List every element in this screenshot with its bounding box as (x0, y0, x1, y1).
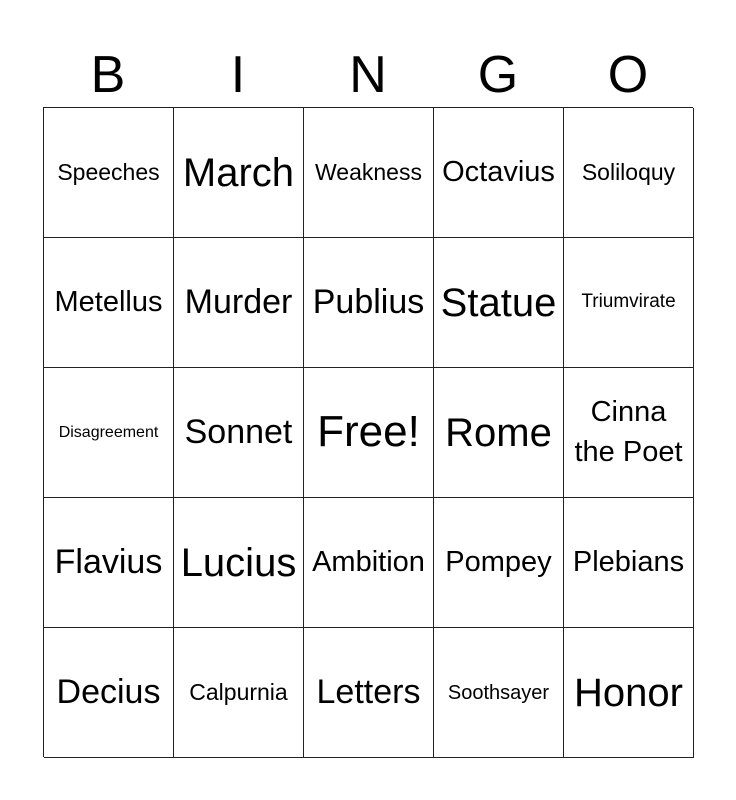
bingo-cell[interactable]: Murder (174, 238, 304, 368)
bingo-cell[interactable]: Sonnet (174, 368, 304, 498)
bingo-cell[interactable]: Pompey (434, 498, 564, 628)
bingo-cell[interactable]: Calpurnia (174, 628, 304, 758)
bingo-cell[interactable]: Cinna the Poet (564, 368, 694, 498)
bingo-cell[interactable]: Disagreement (44, 368, 174, 498)
bingo-header (43, 44, 693, 106)
free-space[interactable]: Free! (304, 368, 434, 498)
header-letter-o: O (607, 46, 649, 104)
bingo-cell[interactable]: Metellus (44, 238, 174, 368)
bingo-cell[interactable]: Ambition (304, 498, 434, 628)
bingo-card-grid (43, 107, 693, 757)
bingo-cell[interactable]: Statue (434, 238, 564, 368)
bingo-cell[interactable]: Plebians (564, 498, 694, 628)
header-letter-b: B (90, 46, 126, 104)
bingo-cell[interactable]: Flavius (44, 498, 174, 628)
bingo-cell[interactable]: Publius (304, 238, 434, 368)
bingo-cell[interactable]: Decius (44, 628, 174, 758)
bingo-cell[interactable]: Lucius (174, 498, 304, 628)
header-letter-i: I (230, 46, 246, 104)
bingo-cell[interactable]: Letters (304, 628, 434, 758)
bingo-cell[interactable]: Rome (434, 368, 564, 498)
bingo-cell[interactable]: Soliloquy (564, 108, 694, 238)
header-letter-g: G (477, 46, 519, 104)
bingo-cell[interactable]: Speeches (44, 108, 174, 238)
bingo-cell[interactable]: Honor (564, 628, 694, 758)
header-letter-n: N (349, 46, 387, 104)
bingo-cell[interactable]: March (174, 108, 304, 238)
bingo-cell[interactable]: Weakness (304, 108, 434, 238)
bingo-cell[interactable]: Soothsayer (434, 628, 564, 758)
bingo-cell[interactable]: Octavius (434, 108, 564, 238)
bingo-cell[interactable]: Triumvirate (564, 238, 694, 368)
